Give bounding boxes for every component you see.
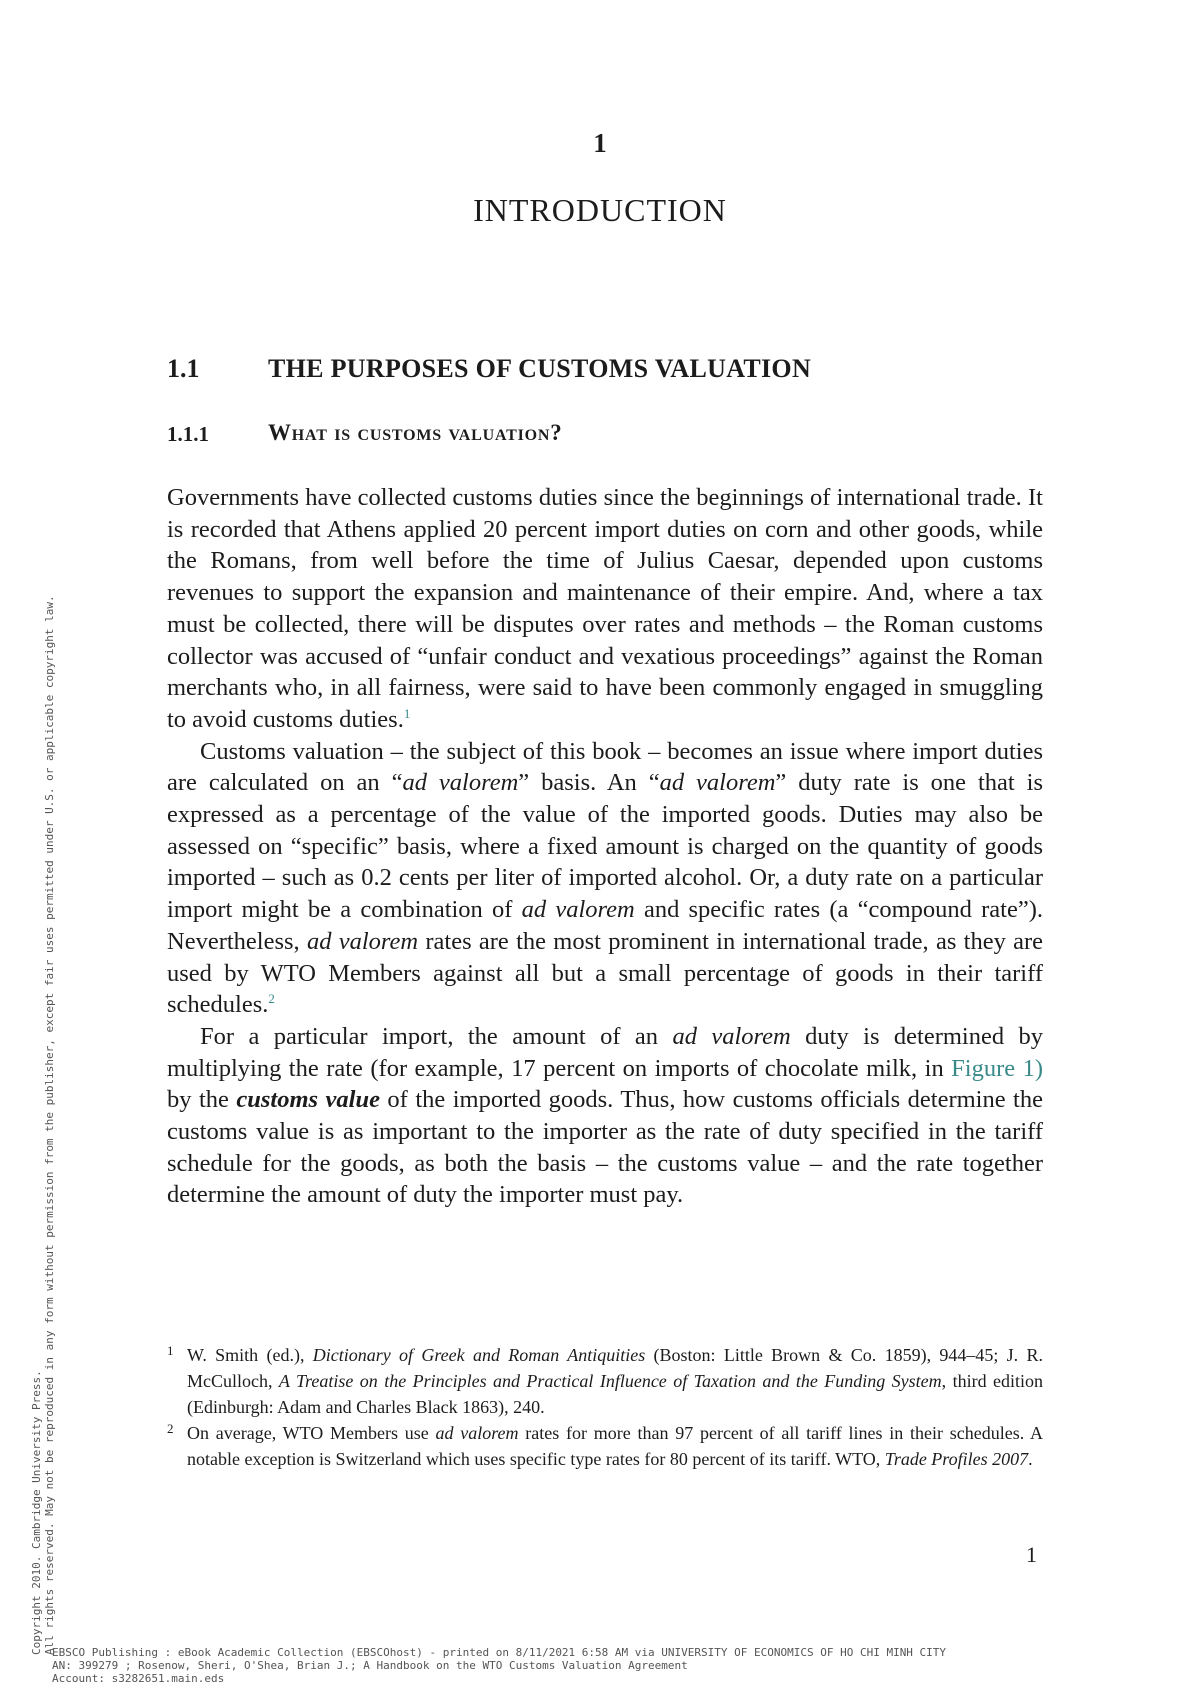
subsection-number: 1.1.1	[167, 422, 209, 446]
page-number: 1	[1026, 1542, 1037, 1567]
paragraph-1: Governments have collected customs duties since the beginnings of international trade. It is recorded that Athens applied 20 percent import duties on corn and other goods, while the Romans, from well before the time of Julius Caesar, depended upon customs revenues to support the expansion and maintenance of their empire. And, where a tax must be collected, there will be disputes over rates and methods – the Roman customs collector was accused of “unfair conduct and vexatious proceedings” against the Roman merchants who, in all fairness, were said to have been commonly engaged in smuggling to avoid customs duties.$^1$	[167, 484, 1043, 733]
paragraph-2: Customs valuation – the subject of this book – becomes an issue where import duties are calculated on an “ad valorem” basis. An “ad valorem” duty rate is one that is expressed as a percentage of the value of the imported goods. Duties may also be assessed on “specific” basis, where a fixed amount is charged on the quantity of goods imported – such as 0.2 cents per liter of imported alcohol. Or, a duty rate on a particular import might be a combination of ad valorem and specific rates (a “compound rate”). Nevertheless, ad valorem rates are the most prominent in international trade, as they are used by WTO Members against all but a small percentage of goods in their tariff schedules.$^2$	[167, 737, 1044, 1019]
chapter-number: 1	[593, 128, 607, 158]
footnotes	[167, 1342, 1043, 1472]
section-title: THE PURPOSES OF CUSTOMS VALUATION	[268, 354, 812, 383]
footnote-ref-2[interactable]: 2	[268, 991, 275, 1007]
chapter-title: INTRODUCTION	[473, 192, 727, 228]
footnote-2: 2 On average, WTO Members use ad valorem rates for more than 97 percent of all tariff lines in their schedules. A notable exception is Switzerland which uses specific type rates for 80 percent of its tariff. WTO, Trade Profiles 2007.	[167, 1421, 1043, 1469]
paragraph-3: For a particular import, the amount of an ad valorem duty is determined by multiplying the rate (for example, 17 percent on imports of chocolate milk, in Figure 1) by the customs value of the imported goods. Thus, how customs officials determine the customs value is as important to the importer as the rate of duty specified in the tariff schedule for the goods, as both the basis – the customs value – and the rate together determine the amount of duty the importer must pay.	[167, 1022, 1044, 1209]
section-number: 1.1	[167, 354, 200, 383]
side-copyright-notice: Copyright 2010. Cambridge University Press. All rights reserved. May not be reproduced in any form without permission from the publisher, except fair uses permitted under U.S. or applicable copyright law.	[30, 595, 56, 1655]
ebsco-footer: EBSCO Publishing : eBook Academic Collection (EBSCOhost) - printed on 8/11/2021 6:58 AM via UNIVERSITY OF ECONOMICS OF HO CHI MINH CITY AN: 399279 ; Rosenow, Sheri, O'Shea, Brian J.; A Handbook on the WTO Customs Valuation Agreement Account: s3282651.main.eds	[52, 1646, 947, 1685]
figure-1-link[interactable]: Figure 1)	[951, 1054, 1043, 1082]
body-text	[167, 482, 1043, 1211]
footnote-ref-1[interactable]: 1	[403, 705, 411, 721]
footnote-1: 1 W. Smith (ed.), Dictionary of Greek and Roman Antiquities (Boston: Little Brown & Co. 1859), 944–45; J. R. McCulloch, A Treatise on the Principles and Practical Influence of Taxation and the Funding System, third edition (Edinburgh: Adam and Charles Black 1863), 240.	[167, 1343, 1043, 1417]
subsection-title: What is customs valuation?	[268, 420, 563, 445]
